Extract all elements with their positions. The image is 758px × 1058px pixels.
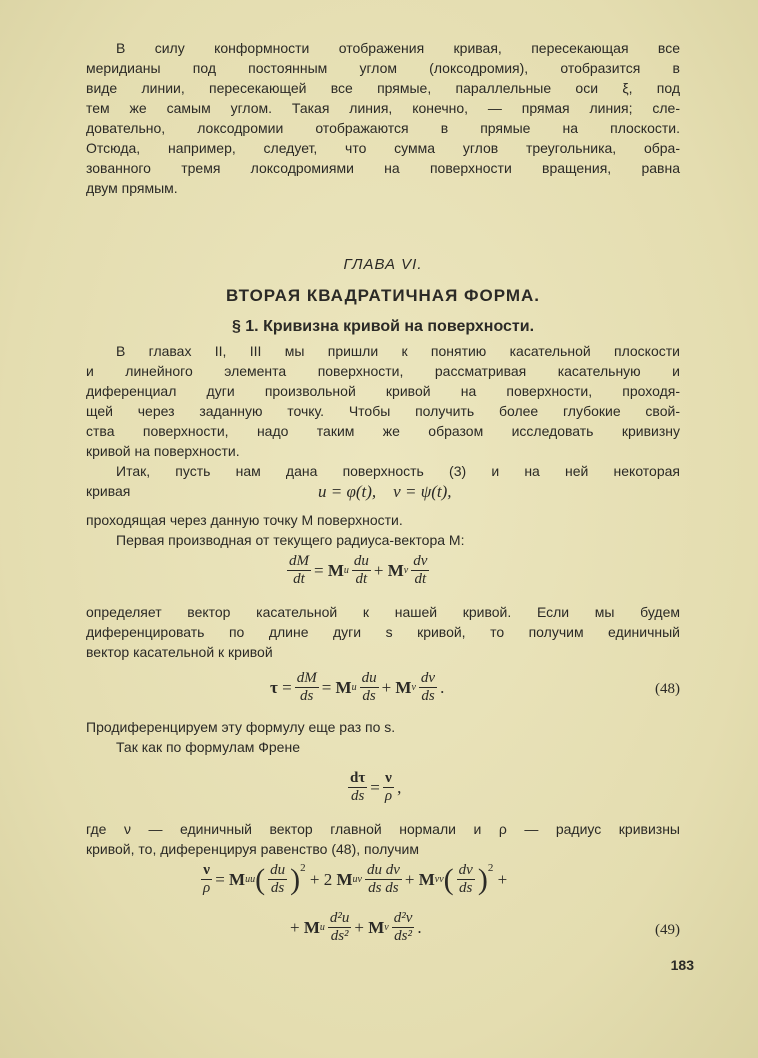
text-line: вектор касательной к кривой [86,644,273,660]
text-line: Продиференцируем эту формулу еще раз по s. [86,719,396,735]
text-line: кривой на поверхности. [86,443,240,459]
text-line: где ν — единичный вектор главной нормали и ρ — радиус кривизны [86,821,680,837]
text-line: тем же самым углом. Такая линия, конечно, — прямая линия; сле- [86,100,680,116]
text-line: проходящая через данную точку M поверхности. [86,512,403,528]
page-number: 183 [670,957,694,973]
paragraph-frenet [86,717,680,757]
text-line: определяет вектор касательной к нашей кривой. Если мы будем [86,604,680,620]
text-line: Первая производная от текущего радиуса-вектора M: [116,532,465,548]
text-line: щей через заданную точку. Чтобы получить более глубокие свой- [86,403,680,419]
chapter-title: ВТОРАЯ КВАДРАТИЧНАЯ ФОРМА. [225,286,541,305]
text-line: кривой, то, диференцируя равенство (48), получим [86,841,419,857]
text-line: довательно, локсодромии отображаются в прямые на плоскости. [86,120,680,136]
text-line: и линейного элемента поверхности, рассматривая касательную и [86,363,680,379]
text-line: двум прямым. [86,180,178,196]
text-line: зованного тремя локсодромиями на поверхности вращения, равна [86,160,680,176]
paragraph-normal [86,819,680,859]
paragraph-tangent [86,602,680,662]
formula-frenet: $\frac{d\tau}{ds}$ = $\frac{\nu}{\rho}$ , [350,770,402,804]
text-line: В силу конформности отображения кривая, пересекающая все [116,40,680,56]
text-line: Отсюда, например, следует, что сумма углов треугольника, обра- [86,140,680,156]
text-line: В главах II, III мы пришли к понятию касательной плоскости [116,343,680,359]
text-line: диференциал дуги произвольной кривой на поверхности, проходя- [86,383,680,399]
text-line: кривая [86,483,131,499]
text-line: ства поверхности, надо таким же образом исследовать кривизну [86,423,680,439]
chapter-label: ГЛАВА VI. [343,256,423,273]
paragraph-intro [86,341,680,501]
text-line: Так как по формулам Френе [116,739,300,755]
formula-49-line1: $\frac{\nu}{\rho}$ = M uu ( du ds ) $^2$ + 2 M uv du dv ds ds + M vv ( dv ds ) $^2$ + [203,862,508,896]
paragraph-loxodrome [86,38,680,198]
text-line: Итак, пусть нам дана поверхность (3) и на ней некоторая [116,463,680,479]
formula-curve: u = φ(t), v = ψ(t), [318,482,452,501]
equation-number-49: (49) [655,922,680,938]
formula-48: τ = $\frac{dM}{ds}$ = M u du ds + M v dv ds . [270,670,445,704]
text-line: меридианы под постоянным углом (локсодромия), отобразится в [86,60,680,76]
paragraph-derivative [86,510,680,550]
formula-49-line2: + M u d²u ds² + M v d²v ds² . [290,910,422,944]
formula-dM-dt: $\frac{dM}{dt}$ = M u du dt + M v dv dt [289,553,428,587]
section-title: § 1. Кривизна кривой на поверхности. [231,318,535,335]
text-line: виде линии, пересекающей все прямые, параллельные оси ξ, под [86,80,680,96]
equation-number-48: (48) [655,681,680,697]
text-line: диференцировать по длине дуги s кривой, то получим единичный [86,624,680,640]
